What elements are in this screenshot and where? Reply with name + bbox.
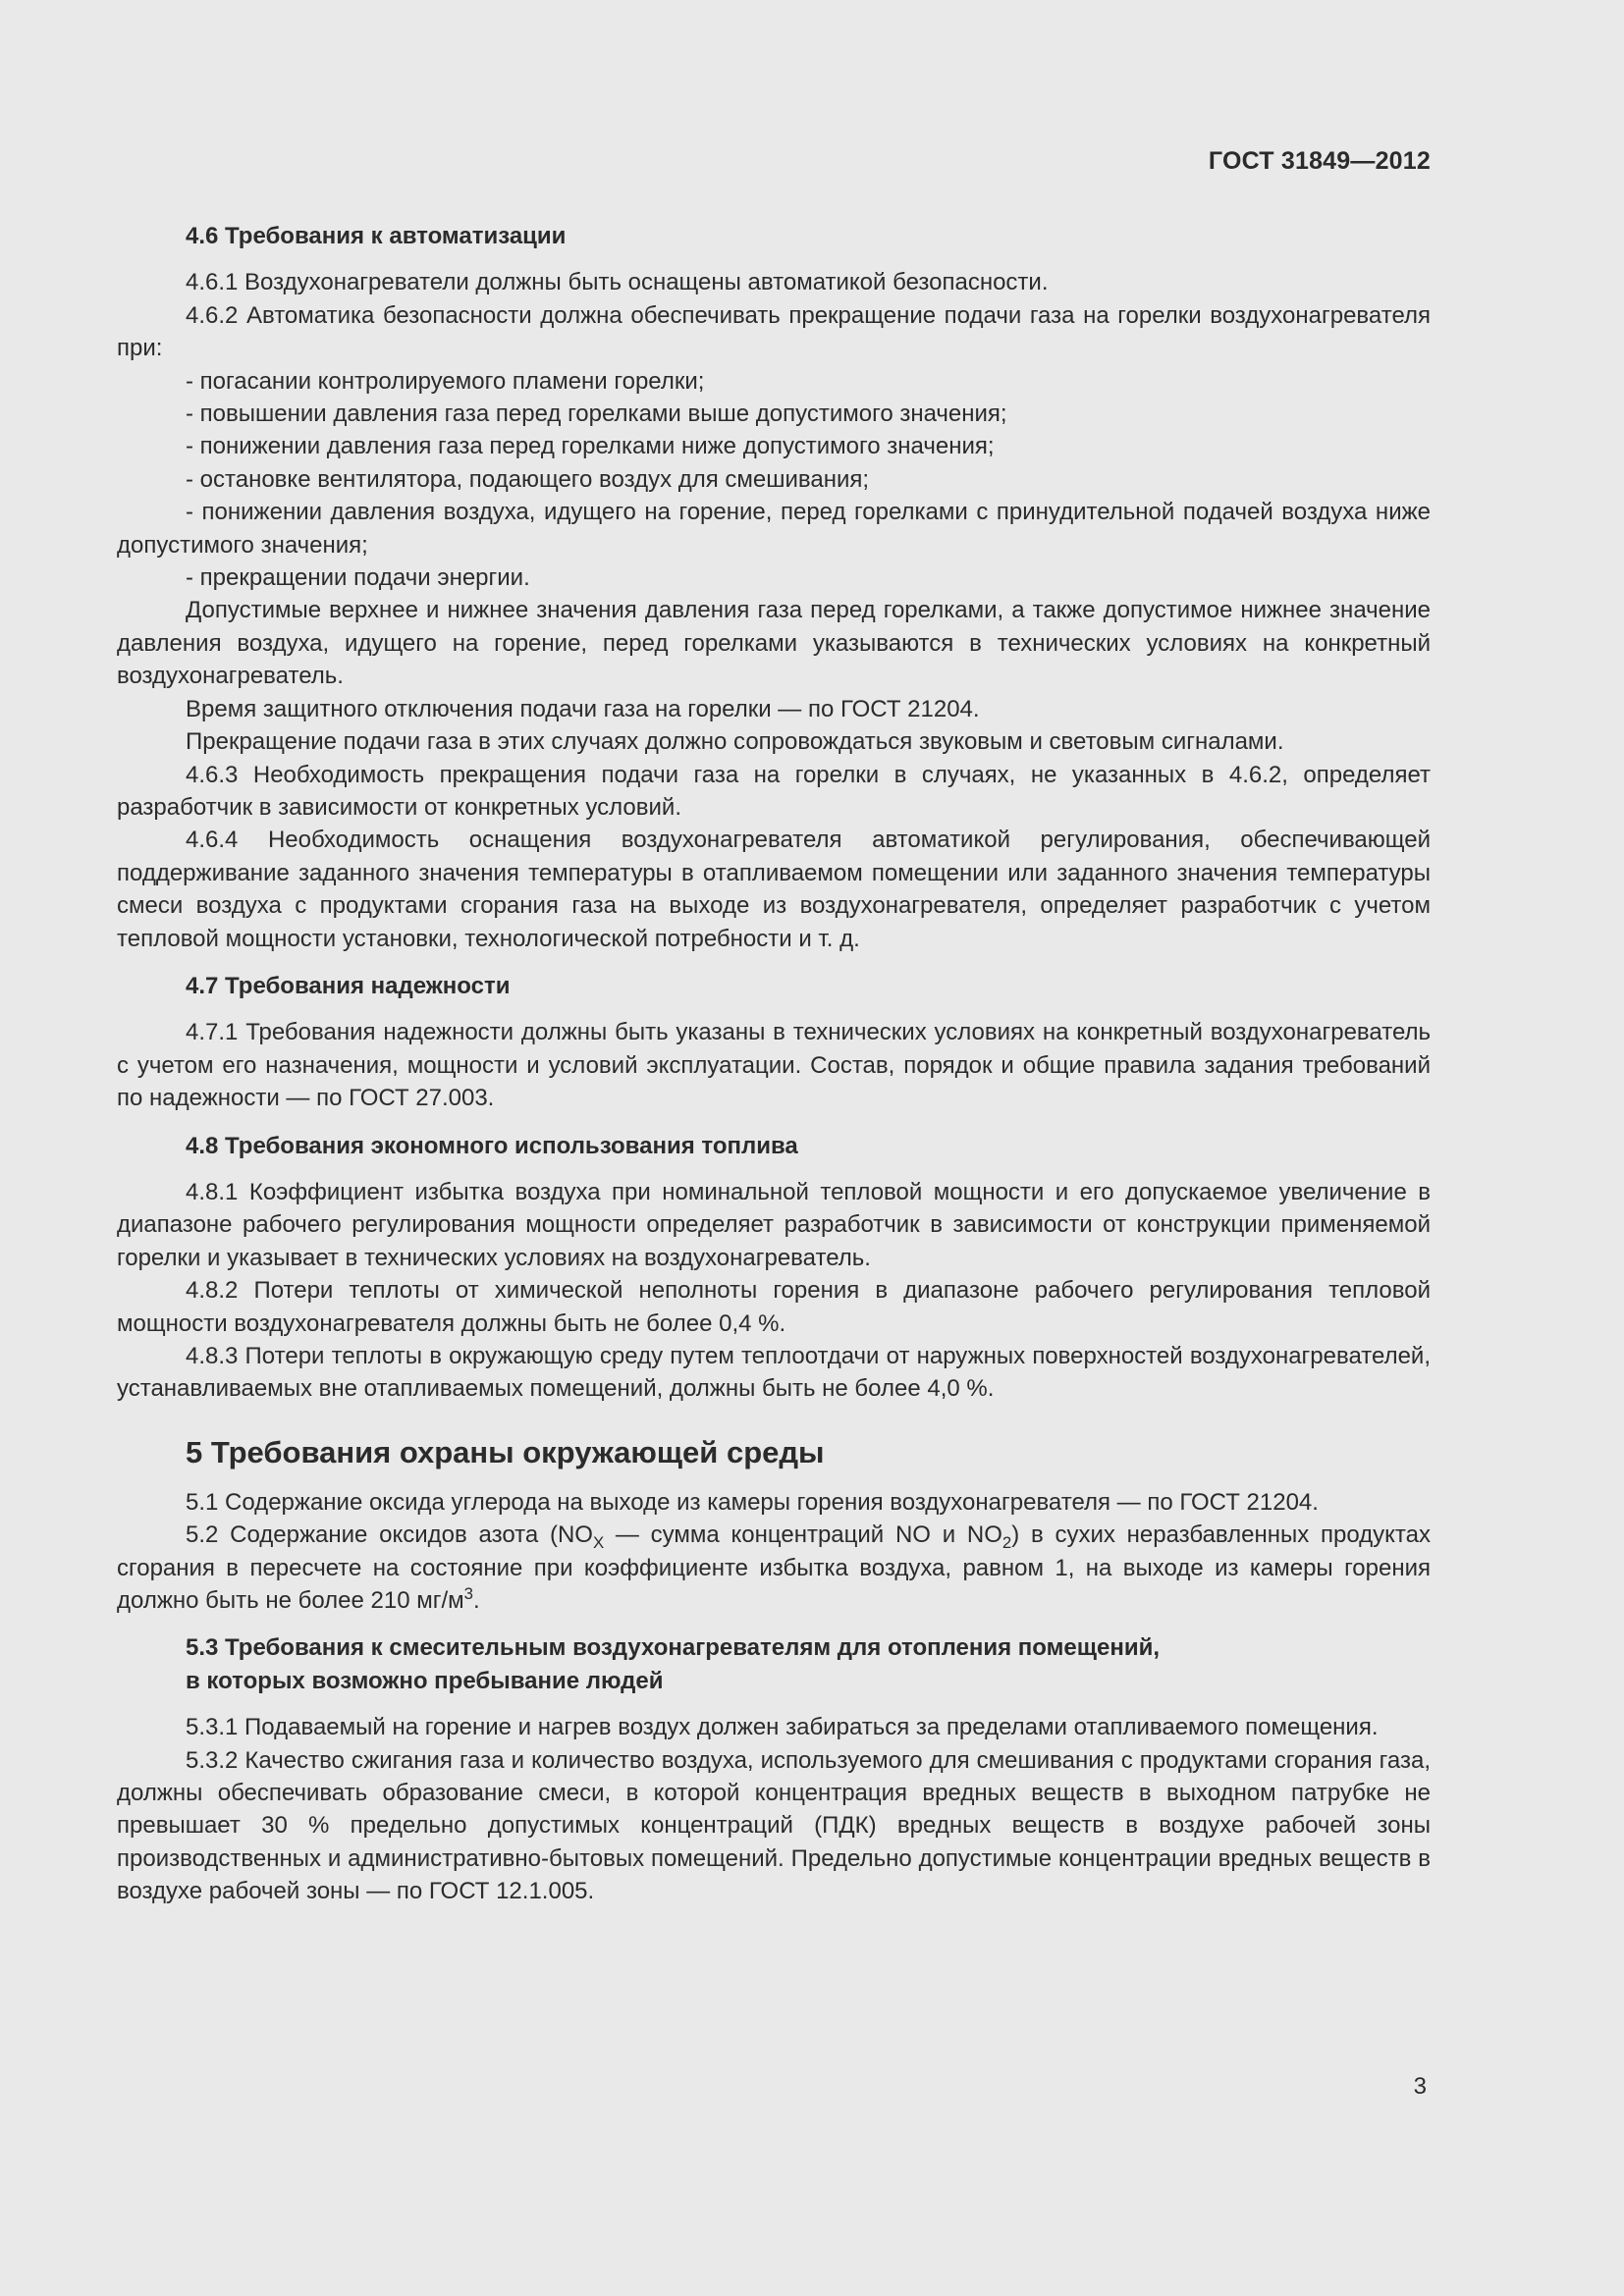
list-item: - остановке вентилятора, подающего воздух для смешивания; xyxy=(186,465,870,493)
section-5-3-heading xyxy=(117,1631,1431,1697)
list-item: - повышении давления газа перед горелками выше допустимого значения; xyxy=(186,400,1007,428)
text-run: ) в сухих неразбавленных продуктах сгорания в пересчете на состояние при коэффициенте избытка воздуха, равном 1, на выходе из камеры горения должно быть не более 210 мг/м xyxy=(117,1522,1431,1615)
paragraph: Время защитного отключения подачи газа на горелки — по ГОСТ 21204. xyxy=(186,695,980,722)
section-4-6-heading: 4.6 Требования к автоматизации xyxy=(186,223,567,249)
paragraph: Прекращение подачи газа в этих случаях должно сопровождаться звуковым и световым сигналами. xyxy=(186,728,1284,756)
list-item: - погасании контролируемого пламени горелки; xyxy=(186,367,705,395)
section-4-7-heading: 4.7 Требования надежности xyxy=(186,972,511,999)
paragraph-4-8-2: 4.8.2 Потери теплоты от химической неполноты горения в диапазоне рабочего регулирования тепловой мощности воздухонагревателя должны быть не более 0,4 %. xyxy=(117,1277,1431,1337)
paragraph-4-8-1: 4.8.1 Коэффициент избытка воздуха при номинальной тепловой мощности и его допускаемое увеличение в диапазоне рабочего регулирования мощности определяет разработчик в зависимости от конструкции применяемой горелки и указывает в технических условиях на воздухонагреватель. xyxy=(117,1178,1431,1271)
document-body xyxy=(117,220,1431,1908)
text-run: . xyxy=(473,1587,480,1615)
list-item: - понижении давления воздуха, идущего на горение, перед горелками с принудительной подачей воздуха ниже допустимого значения; xyxy=(117,499,1431,559)
subscript: X xyxy=(592,1533,605,1553)
page-number: 3 xyxy=(1413,2073,1427,2100)
text-run: 5.2 Содержание оксидов азота (NO xyxy=(186,1522,593,1549)
paragraph-4-6-2: 4.6.2 Автоматика безопасности должна обеспечивать прекращение подачи газа на горелки воздухонагревателя при: xyxy=(117,301,1431,362)
text-run: — сумма концентраций NO и NO xyxy=(604,1522,1002,1549)
paragraph: Допустимые верхнее и нижнее значения давления газа перед горелками, а также допустимое нижнее значение давления воздуха, идущего на горение, перед горелками указываются в технических условиях на конкретный воздухонагреватель. xyxy=(117,597,1431,690)
subscript: 2 xyxy=(1001,1533,1012,1553)
list-item: - прекращении подачи энергии. xyxy=(186,564,530,592)
section-4-8-heading: 4.8 Требования экономного использования топлива xyxy=(186,1132,798,1159)
paragraph-4-6-4: 4.6.4 Необходимость оснащения воздухонагревателя автоматикой регулирования, обеспечивающей поддерживание заданного значения температуры в отапливаемом помещении или заданного значения температуры смеси воздуха с продуктами сгорания газа на выходе из воздухонагревателя, определяет разработчик с учетом тепловой мощности установки, технологической потребности и т. д. xyxy=(117,827,1431,952)
heading-line: 5.3 Требования к смесительным воздухонагревателям для отопления помещений, xyxy=(186,1634,1161,1662)
paragraph-5-1: 5.1 Содержание оксида углерода на выходе из камеры горения воздухонагревателя — по ГОСТ 21204. xyxy=(186,1488,1319,1516)
document-number: ГОСТ 31849—2012 xyxy=(1208,147,1431,175)
heading-line: в которых возможно пребывание людей xyxy=(186,1667,664,1694)
paragraph-4-8-3: 4.8.3 Потери теплоты в окружающую среду путем теплоотдачи от наружных поверхностей воздухонагревателей, устанавливаемых вне отапливаемых помещений, должны быть не более 4,0 %. xyxy=(117,1343,1431,1403)
superscript: 3 xyxy=(463,1584,473,1604)
paragraph-4-6-1: 4.6.1 Воздухонагреватели должны быть оснащены автоматикой безопасности. xyxy=(186,269,1049,296)
paragraph-4-6-3: 4.6.3 Необходимость прекращения подачи газа на горелки в случаях, не указанных в 4.6.2, определяет разработчик в зависимости от конкретных условий. xyxy=(117,761,1431,821)
paragraph-5-3-1: 5.3.1 Подаваемый на горение и нагрев воздух должен забираться за пределами отапливаемого помещения. xyxy=(186,1714,1379,1741)
section-5-heading: 5 Требования охраны окружающей среды xyxy=(186,1434,825,1469)
paragraph-5-3-2: 5.3.2 Качество сжигания газа и количество воздуха, используемого для смешивания с продуктами сгорания газа, должны обеспечивать образование смеси, в которой концентрация вредных веществ в выходном патрубке не превышает 30 % предельно допустимых концентраций (ПДК) вредных веществ в воздухе рабочей зоны производственных и административно-бытовых помещений. Предельно допустимые концентрации вредных веществ в воздухе рабочей зоны — по ГОСТ 12.1.005. xyxy=(117,1746,1431,1905)
paragraph-4-7-1: 4.7.1 Требования надежности должны быть указаны в технических условиях на конкретный воздухонагреватель с учетом его назначения, мощности и условий эксплуатации. Состав, порядок и общие правила задания требований по надежности — по ГОСТ 27.003. xyxy=(117,1019,1431,1112)
list-item: - понижении давления газа перед горелками ниже допустимого значения; xyxy=(186,433,995,460)
paragraph-5-2 xyxy=(117,1519,1431,1617)
